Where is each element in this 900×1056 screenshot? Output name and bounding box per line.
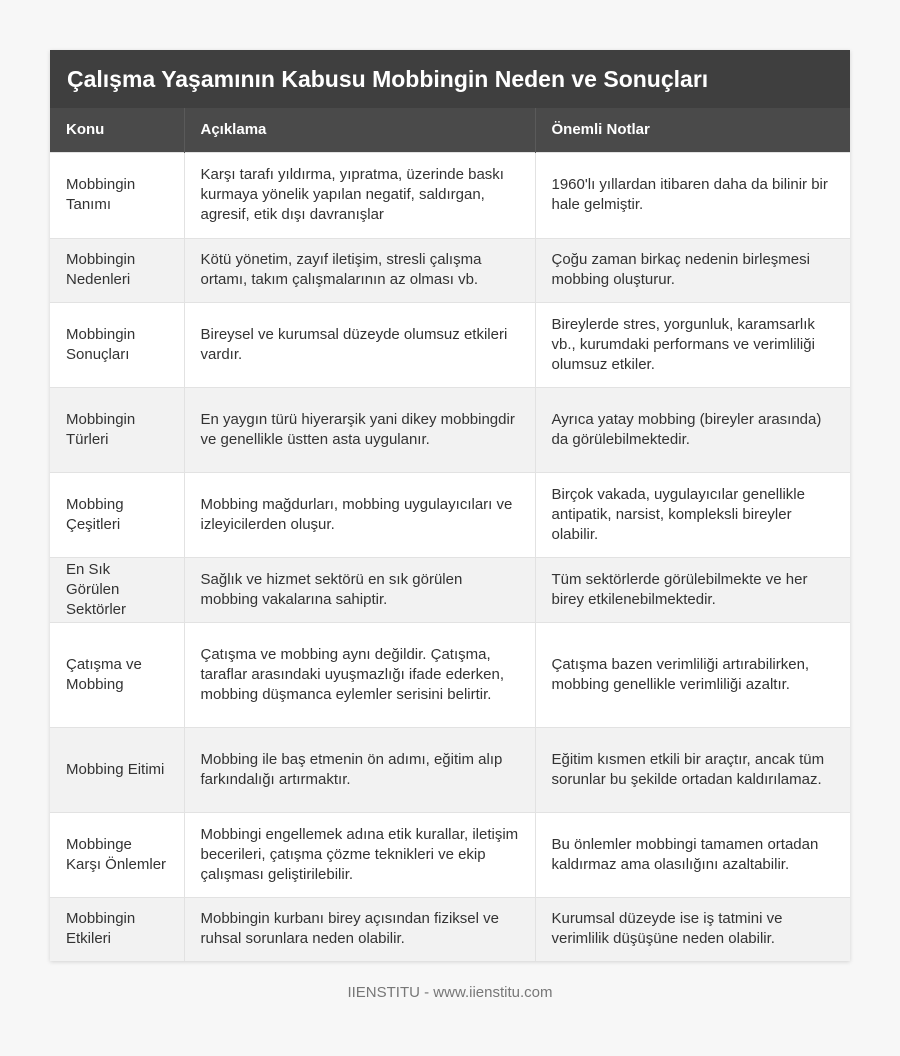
cell-description: Sağlık ve hizmet sektörü en sık görülen mobbing vakalarına sahiptir.	[184, 557, 535, 622]
header-row	[50, 108, 850, 152]
cell-topic: Çatışma ve Mobbing	[50, 622, 184, 727]
cell-topic: Mobbingin Etkileri	[50, 897, 184, 961]
cell-topic: Mobbingin Sonuçları	[50, 302, 184, 387]
cell-topic: Mobbing Çeşitleri	[50, 472, 184, 557]
table-row	[50, 238, 850, 302]
cell-topic: Mobbingin Nedenleri	[50, 238, 184, 302]
cell-notes: Kurumsal düzeyde ise iş tatmini ve verimlilik düşüşüne neden olabilir.	[535, 897, 850, 961]
cell-description: En yaygın türü hiyerarşik yani dikey mobbingdir ve genellikle üstten asta uygulanır.	[184, 387, 535, 472]
cell-notes: Eğitim kısmen etkili bir araçtır, ancak tüm sorunlar bu şekilde ortadan kaldırılamaz.	[535, 727, 850, 812]
table-card	[50, 50, 850, 961]
table-row	[50, 472, 850, 557]
table-row	[50, 897, 850, 961]
page-title: Çalışma Yaşamının Kabusu Mobbingin Neden ve Sonuçları	[50, 50, 850, 108]
table-row	[50, 152, 850, 238]
table-row	[50, 812, 850, 897]
footer-credit: IIENSTITU - www.iienstitu.com	[347, 984, 553, 1001]
table-row	[50, 302, 850, 387]
cell-notes: Bireylerde stres, yorgunluk, karamsarlık vb., kurumdaki performans ve verimliliği olumsuz etkiler.	[535, 302, 850, 387]
table-row	[50, 727, 850, 812]
cell-notes: Birçok vakada, uygulayıcılar genellikle antipatik, narsist, kompleksli bireyler olabilir.	[535, 472, 850, 557]
cell-notes: 1960'lı yıllardan itibaren daha da bilinir bir hale gelmiştir.	[535, 152, 850, 238]
cell-description: Karşı tarafı yıldırma, yıpratma, üzerinde baskı kurmaya yönelik yapılan negatif, saldırgan, agresif, etik dışı davranışlar	[184, 152, 535, 238]
column-header-topic: Konu	[50, 108, 184, 152]
table-row	[50, 557, 850, 622]
cell-topic: Mobbinge Karşı Önlemler	[50, 812, 184, 897]
cell-notes: Çatışma bazen verimliliği artırabilirken, mobbing genellikle verimliliği azaltır.	[535, 622, 850, 727]
cell-topic: Mobbingin Tanımı	[50, 152, 184, 238]
cell-description: Bireysel ve kurumsal düzeyde olumsuz etkileri vardır.	[184, 302, 535, 387]
cell-notes: Çoğu zaman birkaç nedenin birleşmesi mobbing oluşturur.	[535, 238, 850, 302]
cell-topic: Mobbing Eitimi	[50, 727, 184, 812]
cell-notes: Ayrıca yatay mobbing (bireyler arasında) da görülebilmektedir.	[535, 387, 850, 472]
cell-description: Mobbing mağdurları, mobbing uygulayıcıları ve izleyicilerden oluşur.	[184, 472, 535, 557]
cell-description: Çatışma ve mobbing aynı değildir. Çatışma, taraflar arasındaki uyuşmazlığı ifade ederken, mobbing düşmanca eylemler serisini belirtir.	[184, 622, 535, 727]
table-row	[50, 622, 850, 727]
cell-topic: Mobbingin Türleri	[50, 387, 184, 472]
cell-notes: Tüm sektörlerde görülebilmekte ve her birey etkilenebilmektedir.	[535, 557, 850, 622]
table-row	[50, 387, 850, 472]
cell-description: Mobbingi engellemek adına etik kurallar, iletişim becerileri, çatışma çözme teknikleri ve ekip çalışması geliştirilebilir.	[184, 812, 535, 897]
cell-description: Mobbing ile baş etmenin ön adımı, eğitim alıp farkındalığı artırmaktır.	[184, 727, 535, 812]
cell-description: Mobbingin kurbanı birey açısından fiziksel ve ruhsal sorunlara neden olabilir.	[184, 897, 535, 961]
cell-topic: En Sık Görülen Sektörler	[50, 557, 184, 622]
cell-notes: Bu önlemler mobbingi tamamen ortadan kaldırmaz ama olasılığını azaltabilir.	[535, 812, 850, 897]
column-header-notes: Önemli Notlar	[535, 108, 850, 152]
data-table	[50, 108, 850, 961]
cell-description: Kötü yönetim, zayıf iletişim, stresli çalışma ortamı, takım çalışmalarının az olması vb.	[184, 238, 535, 302]
column-header-description: Açıklama	[184, 108, 535, 152]
